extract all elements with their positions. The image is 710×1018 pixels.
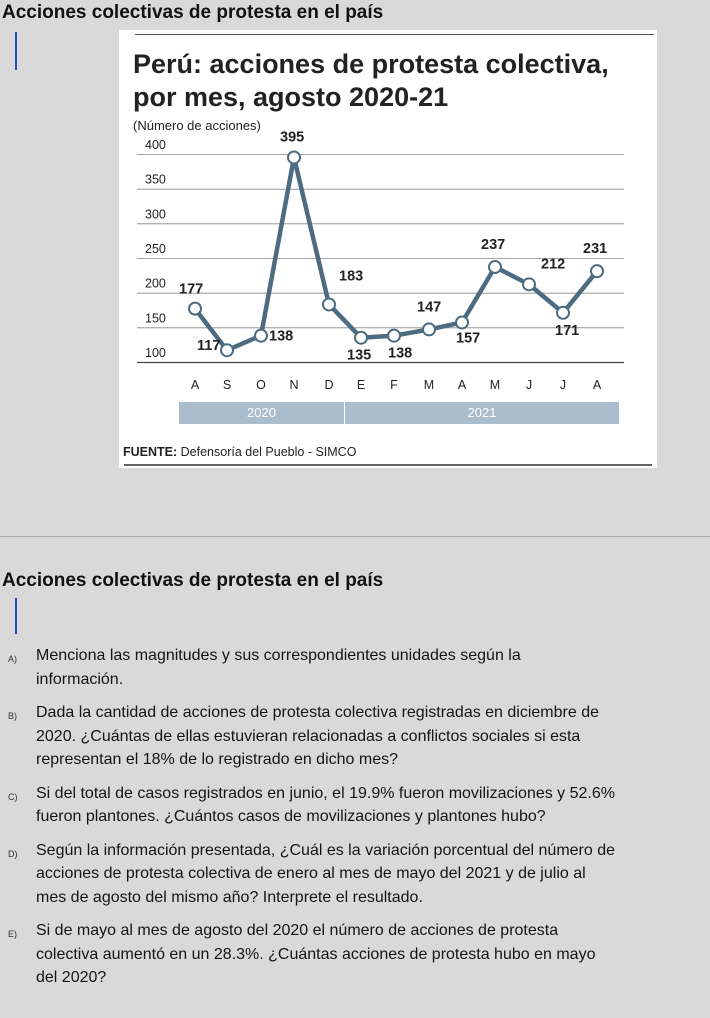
data-point bbox=[591, 265, 603, 277]
data-label: 395 bbox=[280, 129, 305, 146]
question-text-line: Si de mayo al mes de agosto del 2020 el número de acciones de protesta bbox=[36, 922, 559, 939]
data-point bbox=[323, 298, 335, 310]
question-letter: C) bbox=[8, 791, 18, 802]
y-tick-label: 400 bbox=[145, 138, 166, 152]
question-item bbox=[0, 919, 710, 990]
x-tick-label: A bbox=[457, 378, 467, 392]
x-tick-label: J bbox=[559, 378, 567, 392]
data-label: 135 bbox=[347, 347, 372, 364]
data-point bbox=[523, 278, 535, 290]
question-letter: A) bbox=[8, 654, 17, 664]
x-tick-label: A bbox=[592, 378, 602, 392]
question-letter: B) bbox=[8, 711, 17, 721]
chart-source bbox=[123, 445, 356, 459]
question-text-line: del 2020? bbox=[36, 969, 107, 986]
question-text-line: acciones de protesta colectiva de enero al mes de mayo del 2021 y de julio al bbox=[36, 865, 586, 882]
section-divider bbox=[0, 536, 710, 537]
question-text-line: 2020. ¿Cuántas de ellas estuvieran relacionadas a conflictos sociales si esta bbox=[36, 727, 581, 745]
data-label: 157 bbox=[456, 330, 481, 347]
question-text-line: Dada la cantidad de acciones de protesta colectiva registradas en diciembre de bbox=[36, 704, 599, 721]
y-tick-label: 200 bbox=[145, 276, 166, 291]
question-letter: E) bbox=[8, 929, 17, 939]
question-item bbox=[0, 782, 710, 829]
accent-bar bbox=[15, 32, 17, 70]
x-tick-label: N bbox=[289, 378, 299, 392]
question-text-line: Si del total de casos registrados en junio, el 19.9% fueron movilizaciones y 52.6% bbox=[36, 784, 615, 802]
x-tick-label: M bbox=[423, 378, 435, 392]
x-tick-label: A bbox=[190, 378, 200, 392]
question-item bbox=[0, 839, 710, 910]
chart-subtitle: (Número de acciones) bbox=[133, 118, 261, 133]
data-point bbox=[255, 330, 267, 342]
x-tick-label: M bbox=[489, 378, 501, 392]
x-tick-label: F bbox=[390, 378, 398, 392]
data-label: 138 bbox=[388, 345, 413, 362]
data-point bbox=[189, 303, 201, 315]
data-label: 237 bbox=[481, 237, 506, 254]
x-tick-label: S bbox=[222, 378, 232, 392]
source-label: FUENTE: bbox=[123, 445, 178, 459]
data-label: 147 bbox=[417, 299, 442, 316]
chart-title-line-2: por mes, agosto 2020-21 bbox=[133, 82, 449, 112]
y-tick-label: 250 bbox=[145, 242, 166, 256]
y-tick-label: 300 bbox=[145, 207, 166, 222]
question-text-line: representan el 18% de lo registrado en dicho mes? bbox=[36, 751, 398, 768]
data-label: 171 bbox=[555, 322, 580, 339]
data-label: 183 bbox=[339, 268, 364, 285]
question-text-line: mes de agosto del mismo año? Interprete el resultado. bbox=[36, 888, 423, 906]
y-tick-label: 100 bbox=[145, 346, 166, 360]
x-tick-label: E bbox=[356, 378, 366, 392]
chart-title-line-1: Perú: acciones de protesta colectiva, bbox=[133, 49, 609, 79]
series-line bbox=[195, 157, 597, 350]
data-point bbox=[388, 330, 400, 342]
y-tick-label: 150 bbox=[145, 311, 166, 326]
data-point bbox=[355, 332, 367, 344]
question-letter: D) bbox=[8, 848, 18, 859]
data-label: 177 bbox=[179, 281, 204, 298]
data-point bbox=[456, 316, 468, 328]
question-list bbox=[0, 644, 710, 1000]
data-label: 117 bbox=[197, 338, 221, 355]
data-label: 212 bbox=[541, 256, 566, 273]
section-title: Acciones colectivas de protesta en el país bbox=[2, 2, 384, 23]
data-point bbox=[557, 307, 569, 319]
data-label: 231 bbox=[583, 241, 608, 258]
question-text-line: Menciona las magnitudes y sus correspondientes unidades según la bbox=[36, 647, 521, 664]
question-item bbox=[0, 701, 710, 772]
x-tick-label: O bbox=[256, 378, 266, 392]
question-text-line: colectiva aumentó en un 28.3%. ¿Cuántas acciones de protesta hubo en mayo bbox=[36, 945, 596, 963]
x-tick-label: D bbox=[324, 378, 334, 392]
data-label: 138 bbox=[269, 328, 294, 345]
data-point bbox=[221, 344, 233, 356]
accent-bar-2 bbox=[15, 598, 17, 634]
data-point bbox=[288, 151, 300, 163]
x-tick-label: J bbox=[525, 378, 533, 392]
question-text-line: fueron plantones. ¿Cuántos casos de movilizaciones y plantones hubo? bbox=[36, 808, 546, 825]
question-item bbox=[0, 644, 710, 691]
data-point bbox=[489, 261, 501, 273]
question-text-line: Según la información presentada, ¿Cuál es la variación porcentual del número de bbox=[36, 841, 616, 859]
year-band-label: 2021 bbox=[467, 405, 497, 420]
year-band-label: 2020 bbox=[247, 405, 276, 420]
chart-figure bbox=[119, 30, 657, 468]
line-chart bbox=[119, 30, 657, 468]
y-tick-label: 350 bbox=[145, 172, 166, 187]
question-text-line: información. bbox=[36, 670, 124, 688]
section-title-2: Acciones colectivas de protesta en el país bbox=[2, 570, 384, 591]
bottom-rule bbox=[124, 464, 652, 466]
source-text: Defensoría del Pueblo - SIMCO bbox=[180, 445, 357, 459]
data-point bbox=[423, 323, 435, 335]
